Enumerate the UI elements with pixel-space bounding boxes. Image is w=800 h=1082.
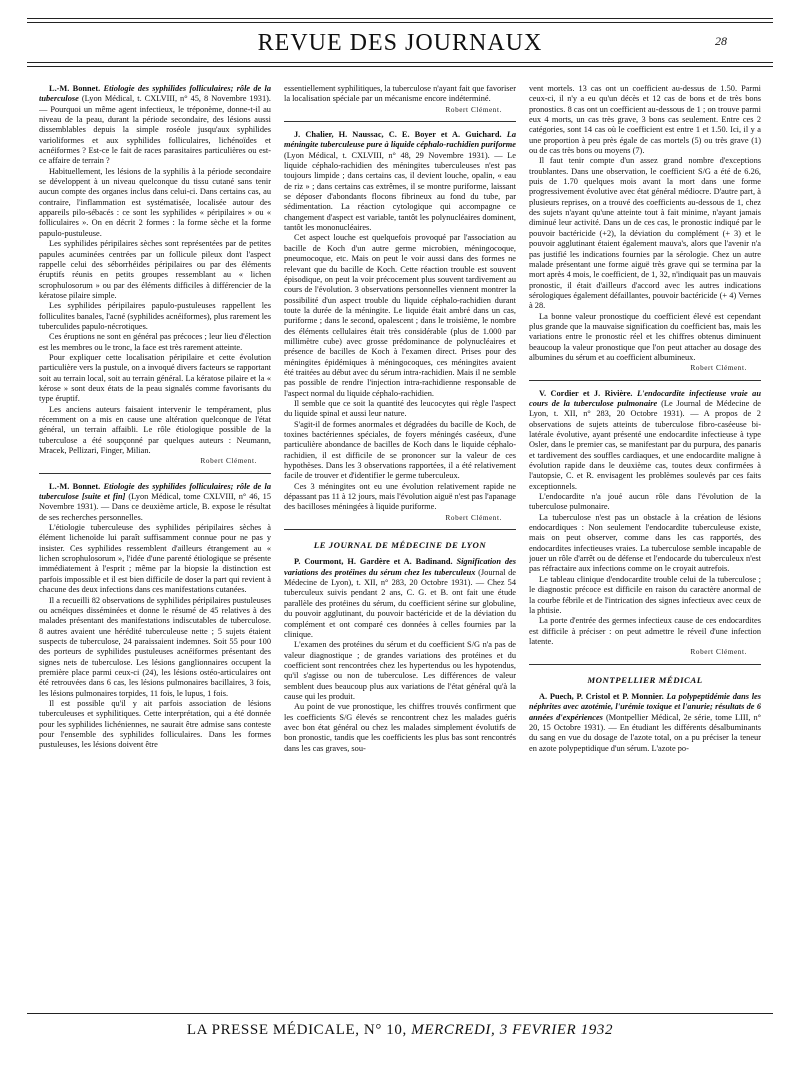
page-number: 28 xyxy=(715,34,727,48)
article-heading xyxy=(284,557,516,640)
article-authors: L.-M. Bonnet. xyxy=(49,84,101,93)
article-paragraph-continued: essentiellement syphilitiques, la tuberculose n'ayant fait que favoriser la localisation spéciale par un mécanisme encore indéterminé. xyxy=(284,84,516,104)
article-signature: Robert Clément. xyxy=(690,364,747,373)
article-heading xyxy=(529,692,761,754)
article-paragraph: Les syphilides péripilaires sèches sont représentées par de petites papules acuminées centrées par un follicule pileux dont l'aspect rappelle celui des séborrhéides péripilaires ou par des éléments éruptifs réunis en petits groupes ressemblant au « lichen scrophulosorum » ou par des éléments difficiles à différencier de la kératose pilaire simple. xyxy=(39,239,271,300)
article-title: Signification des variations des protéines du sérum chez les tuberculeux xyxy=(284,557,516,577)
article-authors: J. Chalier, H. Naussac, C. E. Boyer et A. Guichard. xyxy=(294,130,502,140)
article-title: Etiologie des syphilides folliculaires; rôle de la tuberculose [suite et fin] xyxy=(39,481,271,502)
column-3 xyxy=(529,84,761,1010)
article-source: (Lyon Médical, t. CXLVIII, n° 48, 29 Novembre 1931). — xyxy=(284,150,503,160)
column-1 xyxy=(39,84,271,1010)
section-separator xyxy=(284,529,516,530)
article-text: Dans ce deuxième article, B. expose le résultat de ses recherches personnelles. xyxy=(39,502,271,522)
article-paragraph: La bonne valeur pronostique du coefficient élevé est cependant plus grande que la mauvaise signification du coefficient bas, mais les variations entre le pronostic réel et les chiffres obtenus diminuent beaucoup la valeur pronostique que l'on peut attacher au dosage des albumines du sérum et au coefficient albumineux. xyxy=(529,311,761,362)
article-text: A propos de 2 observations de sujets atteints de tuberculose fibro-caséeuse bi-latérale évolutive, ayant présenté une endocardite infectieuse à type Osler, dans le premier cas, se manifestant par du purpura, des panaris et tardivement des souffles cardiaques, et une endocardite maligne à évolution rapide dans le deuxième cas, toutes deux confirmées à l'autopsie, C. et R. envisagent les problèmes soulevés par ces faits exceptionnels. xyxy=(529,409,761,491)
article-source: (Lyon Médical, tome CXLVIII, n° 46, 15 Novembre 1931). — xyxy=(39,492,271,512)
article-text: Chez 54 tuberculeux suivis pendant 2 ans, C. G. et B. ont fait une étude parallèle des protéines du sérum, du coefficient sérine sur globuline, du pouvoir agglutinant, du pouvoir bactéricide et de la déviation du complément et ont comparé ces données à celles fournies par la clinique. xyxy=(284,578,516,639)
article-paragraph-continued: vent mortels. 13 cas ont un coefficient au-dessus de 1.50. Parmi ceux-ci, il n'y a eu qu'un décès et 12 cas de bons et de très bons pronostics. 8 cas ont un coefficient au-dessous de 1 ; on trouve parmi eux 4 morts, un cas très grave, 3 bons cas seulement. Entre ces 2 catégories, sont 14 cas où le coefficient est entre 1 et 1.50. Ici, il y a une proportion à peu près égale de cas mortels (5) ou très grave (1) ou de cas très bons ou moyens (7). xyxy=(529,84,761,156)
article-signature: Robert Clément. xyxy=(445,105,502,114)
article-paragraph: Il faut tenir compte d'un assez grand nombre d'exceptions troublantes. Dans une observation, le coefficient S/G a été de 6.26, puis de 1.70 quelques mois avant la mort dans une forme progressivement évolutive avec état général médiocre. D'autre part, à plusieurs reprises, on a trouvé des coefficients au-dessous de 1, chez des sujets n'ayant qu'une atteinte tout à fait minime, n'ayant jamais diminué leur activité. Dans un de ces cas, le pronostic indiqué par le pouvoir bactéricide (+2), la déviation du complément (+ 3) et le pouvoir agglutinant étaient également mauva's, alors que l'avenir n'a pas justifié les indications fournies par la sérologie. Chez un autre malade présentant une forme aiguë très grave qui se termina par la mort après 4 mois, le coefficient, de 1, 32, n'indiquait pas un mauvais pronostic, il était d'ailleurs d'accord avec les autres indications sérologiques également défaillantes, pouvoir bactéricide (+ 4) Vernes à 28. xyxy=(529,156,761,311)
article-bonnet-1 xyxy=(39,84,271,467)
article-paragraph: L'étiologie tuberculeuse des syphilides péripilaires sèches à élément lichenoïde lui paraît suffisamment connue pour ne pas y insister. Ces syphilides ressemblent d'ailleurs étrangement au « lichen scrophulosorum », l'idée d'une parenté étiologique se présente immédiatement à l'esprit ; même par la biopsie la distinction est parfois impossible et il est bien difficile de doser la part qui revient à chacune des deux infections dans ces manifestations cutanées. xyxy=(39,523,271,595)
article-paragraph: Il est possible qu'il y ait parfois association de lésions tuberculeuses et syphilitiques. Cette interprétation, qui a été donnée pour les syphilides lichéniennes, ne saurait être admise sans conteste pour l'ensemble des syphilides folliculaires. Dans les formes pustuleuses, les lésions doivent être xyxy=(39,698,271,750)
journal-heading: LE JOURNAL DE MÉDECINE DE LYON xyxy=(313,540,487,551)
section-separator xyxy=(529,664,761,665)
article-paragraph: Au point de vue pronostique, les chiffres trouvés confirment que les coefficients S/G élevés se rencontrent chez les malades guéris avec bon état général ou chez les malades simplement évolutifs de bon pronostic, tandis que les coefficients les plus bas sont rencontrés dans les cas graves, sou- xyxy=(284,702,516,753)
article-paragraph: Pour expliquer cette localisation péripilaire et cette évolution particulière vers la pustule, on a invoqué divers facteurs se rapportant soit au terrain local, soit au terrain général. La kératose pilaire et la « kérose » sont deux états de la peau signalés comme favorisants du type éruptif. xyxy=(39,352,271,404)
article-cordier xyxy=(529,389,761,658)
article-authors: L.-M. Bonnet. xyxy=(49,481,101,491)
article-source: (Montpellier Médical, 2e série, tome LIII, n° 20, 15 Octobre 1931). — xyxy=(529,712,761,732)
article-signature: Robert Clément. xyxy=(690,648,747,657)
article-paragraph: La tuberculose n'est pas un obstacle à la création de lésions endocardiques : Non seulement l'endocardite tuberculeuse existe, mais on peut observer, comme dans les cas rapportés, des endocardites infectieuses vraies. La tuberculose semble incapable de jouer un rôle d'arrêt ou de défense et l'endocarde du tuberculeux n'est pas réfractaire aux infections comme on le croyait autrefois. xyxy=(529,512,761,574)
article-paragraph: L'examen des protéines du sérum et du coefficient S/G n'a pas de valeur diagnostique ; de grandes variations des protéines et du coefficient sont rencontrées chez les hypertendus ou les hypotendus, qu'il s'agisse ou non de tuberculose. Les différences de valeur semblent dues beaucoup plus aux variations de l'état général qu'à la cause qui les produit. xyxy=(284,640,516,701)
footer-date: MERCREDI, 3 FEVRIER 1932 xyxy=(411,1022,614,1038)
footer-journal: LA PRESSE MÉDICALE, N° 10, xyxy=(186,1022,407,1038)
article-text: Pourquoi un même agent infectieux, le tréponème, donne-t-il au niveau de la peau, durant la période secondaire, des lésions aussi dissemblables depuis la simple roséole jusqu'aux syphilides varioliformes et aux syphilides folliculaires, lichénoïdes et acnéiformes ? Est-ce le fait de races parasitaires particulières ou est-ce affaire de terrain ? xyxy=(39,104,271,166)
article-paragraph: Il semble que ce soit la quantité des leucocytes qui règle l'aspect du liquide spinal et aussi leur nature. xyxy=(284,398,516,419)
article-paragraph: Le tableau clinique d'endocardite trouble celui de la tuberculose ; le diagnostic précoce est difficile en raison du caractère anormal de la courbe fébrile et de l'intrication des signes infectieux avec ceux de la phtisie. xyxy=(529,574,761,615)
article-chalier xyxy=(284,130,516,523)
footer-rule xyxy=(27,1013,773,1014)
article-authors: V. Cordier et J. Rivière. xyxy=(539,388,633,398)
article-authors: P. Courmont, H. Gardère et A. Badinand. xyxy=(294,557,453,567)
article-title: L'endocardite infectieuse vraie au cours de la tuberculose pulmonaire xyxy=(529,388,761,408)
article-heading xyxy=(39,84,271,167)
article-paragraph: Cet aspect louche est quelquefois provoqué par l'association au bacille de Koch d'un autre germe microbien, méningocoque, pneumocoque, etc. Mais on peut le voir aussi dans des formes ne relevant que du bacille de Koch. Cette réaction trouble est souvent épisodique, on peut la voir précocement plus souvent tardivement au cours de l'évolution. 3 observations personnelles viennent montrer la possibilité d'un aspect trouble du liquide céphalo-rachidien durant toute la durée de la méningite. Le liquide était ambré dans un cas, puriforme ; dans le second, opalescent ; dans le troisième, le nombre des éléments cellulaires était très considérable (plus de 1.000 par millimètre cube) avec grosse prédominance de polynucléaires et présence de bacilles de Koch à l'examen direct. Prises pour des méningites épidémiques à méningocoques, ces méningites avaient été traitées au début avec du sérum intra-rachidien. Mais il ne semble pas possible de rendre l'injection intra-rachidienne responsable de l'aspect normal du liquide céphalo-rachidien. xyxy=(284,233,516,398)
article-paragraph: L'endocardite n'a joué aucun rôle dans l'évolution de la tuberculose pulmonaire. xyxy=(529,492,761,512)
article-puech xyxy=(529,692,761,754)
header-bottom-rule xyxy=(27,62,773,63)
article-paragraph: Habituellement, les lésions de la syphilis à la période secondaire se développent à un niveau quelconque du tissu cutané sans tenir aucun compte des organes inclus dans celui-ci. Dans certains cas, au contraire, l'inflammation est systématisée, localisée autour des appareils pilo-sébacés : ce sont les syphilides « péripilaires » ou « folliculaires ». On en décrit 2 formes : la forme sèche et la forme papulo-pustuleuse. xyxy=(39,166,271,238)
article-paragraph: Les syphilides péripilaires papulo-pustuleuses rappellent les folliculites banales, l'acné (syphilides acnéiformes), plus rarement les tuberculides papulo-nécrotiques. xyxy=(39,301,271,331)
article-paragraph: Les anciens auteurs faisaient intervenir le tempérament, plus récemment on a mis en cause une altération quelconque de l'état général, un terrain affaibli. Le rôle étiologique possible de la tuberculose a été soupçonné par quelques auteurs : Neumann, Mracek, Pellizari, Finger, Milian. xyxy=(39,404,271,456)
header-top-rule-2 xyxy=(27,22,773,23)
article-text: En étudiant les différents désalbuminants du sang en vue du dosage de l'azote total, on a pu préciser la teneur en azote polypeptidique d'un sérum. L'azote po- xyxy=(529,722,761,753)
article-paragraph: S'agit-il de formes anormales et dégradées du bacille de Koch, de toxines bactériennes spéciales, de foyers méningés caséeux, d'une particulière abondance de bacilles de Koch dans le liquide céphalo-rachidien, il est difficile de se prononcer sur la valeur de ces hypothèses. Dans les 3 observations rapportées, il a été relativement facile de trouver et d'identifier le germe tuberculeux. xyxy=(284,419,516,481)
article-bonnet-2 xyxy=(39,482,271,751)
article-courmont xyxy=(284,557,516,754)
article-source: (Journal de Médecine de Lyon), t. XII, n° 283, 20 Octobre 1931). — xyxy=(284,567,516,588)
header-top-rule xyxy=(27,18,773,19)
article-paragraph: Il a recueilli 82 observations de syphilides péripilaires pustuleuses ou acnéiques disséminées et donne le résumé de 45 relatives à des malades présentant des manifestations indiscutables de tuberculose. 8 autres avaient une hérédité tuberculeuse nette ; 5 sujets étaient suspects de tuberculose, 24 paraissaient indemnes. Soit 55 pour 100 des porteurs de syphilides pustuleuses acnéiformes présentant des signes nets de tuberculose. Les lésions ganglionnaires occupent la première place parmi ceux-ci (24), les lésions ostéo-articulaires ont été retrouvées dans 6 cas, les lésions pulmonaires bacillaires, 3 fois, les lésions pulmonaires torpides, 11 fois, le lupus, 1 fois. xyxy=(39,595,271,698)
header-bottom-rule-2 xyxy=(27,66,773,67)
article-separator xyxy=(39,473,271,474)
article-title: La méningite tuberculeuse pure à liquide céphalo-rachidien puriforme xyxy=(284,130,516,150)
page-footer xyxy=(0,1022,800,1039)
article-paragraph: Ces 3 méningites ont eu une évolution relativement rapide ne dépassant pas 11 à 12 jours, mais l'évolution aiguë n'est pas l'apanage des bacilloses méningées à liquide puriforme. xyxy=(284,481,516,512)
article-signature: Robert Clément. xyxy=(445,513,502,522)
journal-heading: MONTPELLIER MÉDICAL xyxy=(587,674,703,685)
column-2 xyxy=(284,84,516,1010)
article-signature: Robert Clément. xyxy=(200,457,257,466)
running-title: REVUE DES JOURNAUX xyxy=(257,30,543,56)
article-paragraph: La porte d'entrée des germes infectieux cause de ces endocardites est difficile à préciser : on peut admettre le réveil d'une infection latente. xyxy=(529,616,761,646)
article-heading xyxy=(284,130,516,233)
article-text: Le liquide céphalo-rachidien des méningites tuberculeuses n'est pas toujours limpide ; dans certains cas, il devient louche, opalin, « eau de riz » ; dans certains cas extrêmes, il se montre puriforme, laissant se déposer d'abondants flocons fibrineux au fond du tube, par sédimentation. La réaction cytologique qui accompagne ce changement d'aspect est variable, tantôt les polynucléaires dominent, tantôt les mononucléaires. xyxy=(284,150,516,233)
article-title: La polypeptidémie dans les néphrites avec azotémie, l'urémie toxique et l'anurie; résultats de 6 années d'expériences xyxy=(529,691,761,722)
article-separator xyxy=(529,380,761,381)
article-heading xyxy=(529,389,761,492)
article-source: (Le Journal de Médecine de Lyon, t. XII, n° 283, 20 Octobre 1931). — xyxy=(529,398,761,419)
article-source: (Lyon Médical, t. CXLVIII, n° 45, 8 Novembre 1931). — xyxy=(39,94,271,114)
article-title: Etiologie des syphilides folliculaires; rôle de la tuberculose xyxy=(39,84,271,104)
article-separator xyxy=(284,121,516,122)
article-heading xyxy=(39,482,271,523)
article-paragraph: Ces éruptions ne sont en général pas précoces ; leur lieu d'élection est les membres ou le tronc, la face est très rarement atteinte. xyxy=(39,332,271,352)
article-authors: A. Puech, P. Cristol et P. Monnier. xyxy=(539,691,664,701)
